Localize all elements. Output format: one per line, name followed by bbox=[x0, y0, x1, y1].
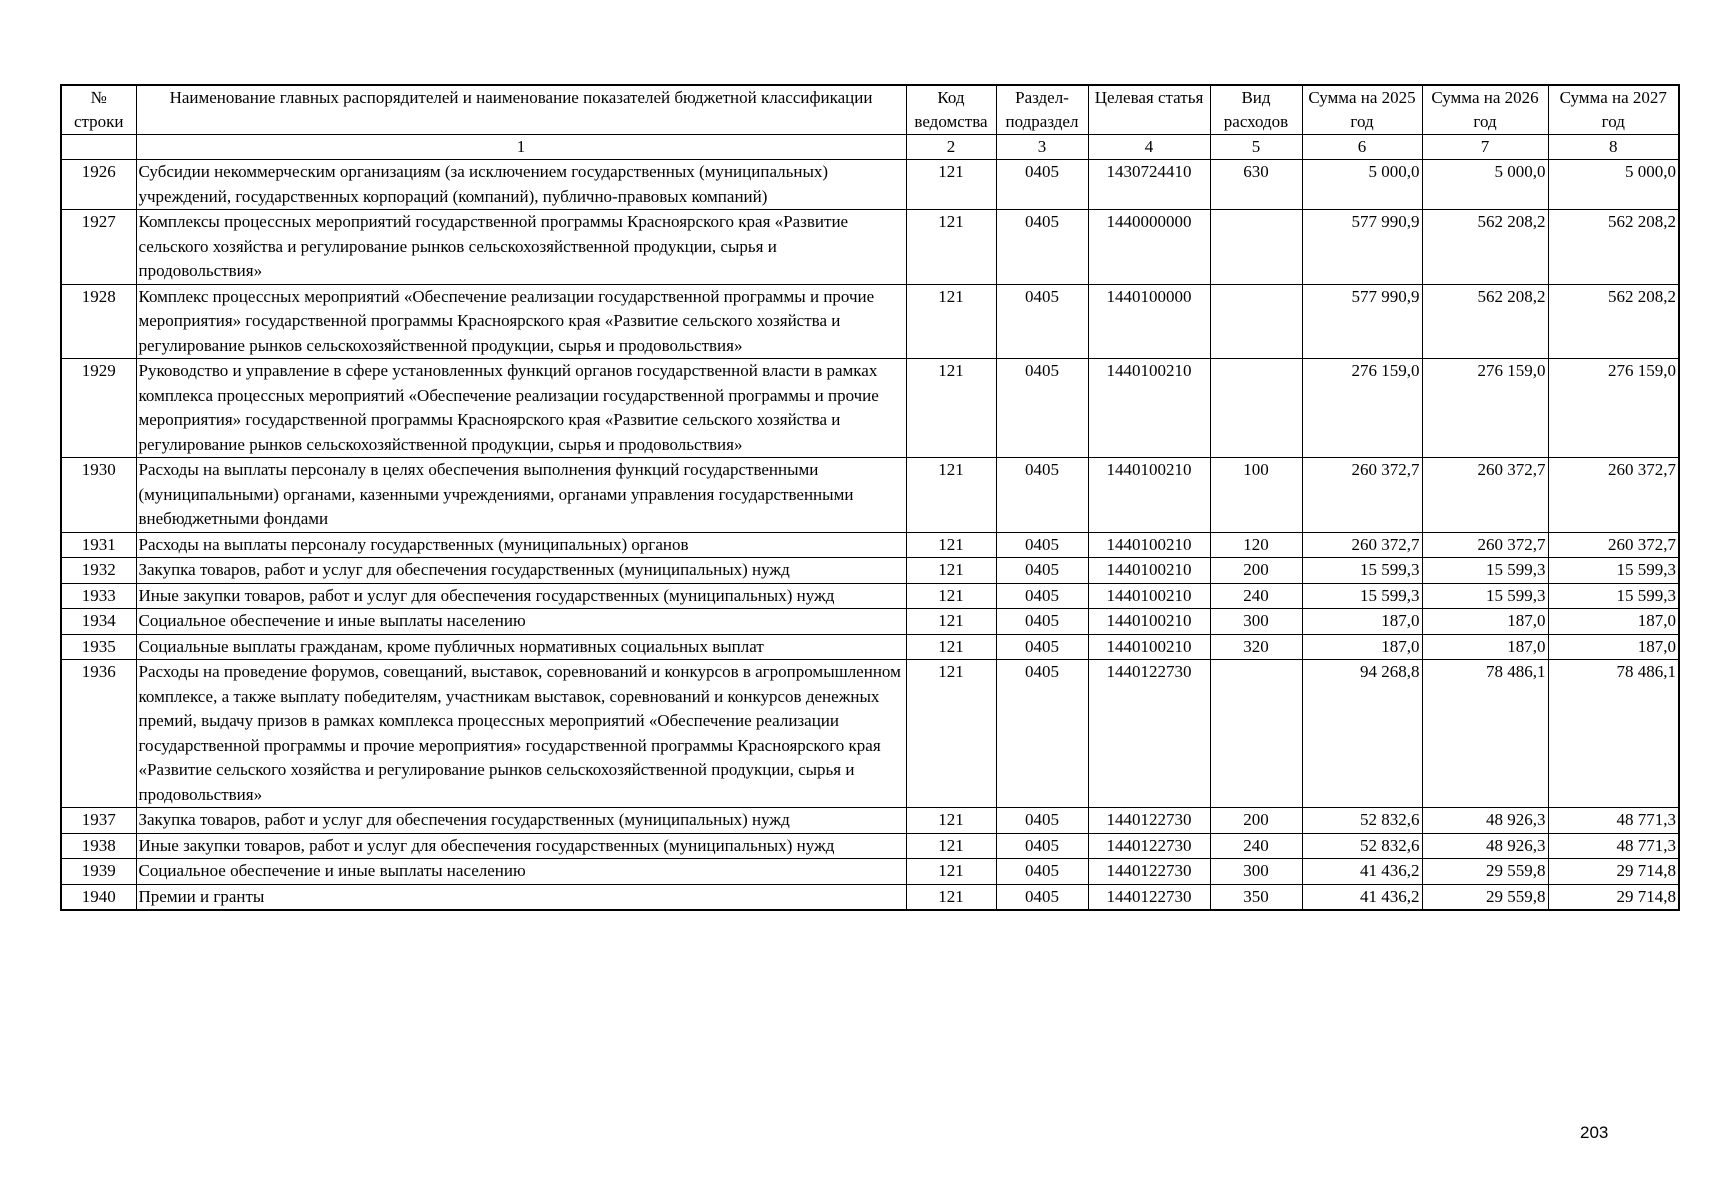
dept-code-cell: 121 bbox=[906, 808, 996, 834]
row-number-cell: 1926 bbox=[61, 160, 136, 210]
dept-code-cell: 121 bbox=[906, 284, 996, 359]
row-number-cell: 1940 bbox=[61, 884, 136, 910]
sum-2026-cell: 15 599,3 bbox=[1422, 558, 1548, 584]
sum-2025-cell: 15 599,3 bbox=[1302, 583, 1422, 609]
column-number bbox=[61, 135, 136, 160]
sum-2026-cell: 562 208,2 bbox=[1422, 210, 1548, 285]
dept-code-cell: 121 bbox=[906, 660, 996, 808]
section-cell: 0405 bbox=[996, 210, 1088, 285]
target-article-cell: 1440100000 bbox=[1088, 284, 1210, 359]
expense-type-cell: 240 bbox=[1210, 583, 1302, 609]
target-article-cell: 1430724410 bbox=[1088, 160, 1210, 210]
section-cell: 0405 bbox=[996, 558, 1088, 584]
dept-code-cell: 121 bbox=[906, 210, 996, 285]
sum-2026-cell: 29 559,8 bbox=[1422, 884, 1548, 910]
page-number: 203 bbox=[1580, 1123, 1609, 1142]
expense-type-cell bbox=[1210, 284, 1302, 359]
sum-2027-cell: 5 000,0 bbox=[1548, 160, 1679, 210]
section-cell: 0405 bbox=[996, 583, 1088, 609]
section-cell: 0405 bbox=[996, 833, 1088, 859]
sum-2026-cell: 276 159,0 bbox=[1422, 359, 1548, 458]
sum-2027-cell: 15 599,3 bbox=[1548, 583, 1679, 609]
row-number-cell: 1934 bbox=[61, 609, 136, 635]
row-number-cell: 1938 bbox=[61, 833, 136, 859]
dept-code-cell: 121 bbox=[906, 884, 996, 910]
row-name-cell: Расходы на проведение форумов, совещаний, выставок, соревнований и конкурсов в агропромышленном комплексе, а также выплату победителям, участникам выставок, соревнований и конкурсов денежных премий, выдачу призов в рамках комплекса процессных мероприятий «Обеспечение реализации государственной программы и прочие мероприятия» государственной программы Красноярского края «Развитие сельского хозяйства и регулирование рынков сельскохозяйственной продукции, сырья и продовольствия» bbox=[136, 660, 906, 808]
sum-2027-cell: 276 159,0 bbox=[1548, 359, 1679, 458]
row-name-cell: Премии и гранты bbox=[136, 884, 906, 910]
column-number: 4 bbox=[1088, 135, 1210, 160]
table-row bbox=[61, 558, 1679, 584]
row-name-cell: Закупка товаров, работ и услуг для обеспечения государственных (муниципальных) нужд bbox=[136, 808, 906, 834]
expense-type-cell bbox=[1210, 660, 1302, 808]
column-number: 7 bbox=[1422, 135, 1548, 160]
header-sum-2027: Сумма на 2027 год bbox=[1548, 85, 1679, 135]
section-cell: 0405 bbox=[996, 634, 1088, 660]
row-number-cell: 1937 bbox=[61, 808, 136, 834]
row-number-cell: 1936 bbox=[61, 660, 136, 808]
row-name-cell: Комплексы процессных мероприятий государственной программы Красноярского края «Развитие сельского хозяйства и регулирование рынков сельскохозяйственной продукции, сырья и продовольствия» bbox=[136, 210, 906, 285]
header-expense-type: Вид расходов bbox=[1210, 85, 1302, 135]
sum-2027-cell: 78 486,1 bbox=[1548, 660, 1679, 808]
sum-2027-cell: 562 208,2 bbox=[1548, 210, 1679, 285]
table-row bbox=[61, 284, 1679, 359]
row-number-cell: 1931 bbox=[61, 532, 136, 558]
sum-2026-cell: 187,0 bbox=[1422, 634, 1548, 660]
target-article-cell: 1440122730 bbox=[1088, 833, 1210, 859]
header-row-no: № строки bbox=[61, 85, 136, 135]
table-row bbox=[61, 609, 1679, 635]
target-article-cell: 1440100210 bbox=[1088, 609, 1210, 635]
section-cell: 0405 bbox=[996, 284, 1088, 359]
row-name-cell: Расходы на выплаты персоналу в целях обеспечения выполнения функций государственными (муниципальными) органами, казенными учреждениями, органами управления государственными внебюджетными фондами bbox=[136, 458, 906, 533]
sum-2027-cell: 187,0 bbox=[1548, 609, 1679, 635]
table-row bbox=[61, 884, 1679, 910]
table-row bbox=[61, 660, 1679, 808]
target-article-cell: 1440100210 bbox=[1088, 558, 1210, 584]
sum-2025-cell: 41 436,2 bbox=[1302, 859, 1422, 885]
column-number: 5 bbox=[1210, 135, 1302, 160]
column-number: 2 bbox=[906, 135, 996, 160]
target-article-cell: 1440122730 bbox=[1088, 884, 1210, 910]
table-row bbox=[61, 808, 1679, 834]
sum-2027-cell: 562 208,2 bbox=[1548, 284, 1679, 359]
sum-2026-cell: 260 372,7 bbox=[1422, 532, 1548, 558]
section-cell: 0405 bbox=[996, 609, 1088, 635]
row-number-cell: 1939 bbox=[61, 859, 136, 885]
expense-type-cell: 300 bbox=[1210, 859, 1302, 885]
target-article-cell: 1440100210 bbox=[1088, 458, 1210, 533]
sum-2025-cell: 41 436,2 bbox=[1302, 884, 1422, 910]
dept-code-cell: 121 bbox=[906, 558, 996, 584]
target-article-cell: 1440000000 bbox=[1088, 210, 1210, 285]
row-name-cell: Закупка товаров, работ и услуг для обеспечения государственных (муниципальных) нужд bbox=[136, 558, 906, 584]
sum-2025-cell: 260 372,7 bbox=[1302, 458, 1422, 533]
dept-code-cell: 121 bbox=[906, 583, 996, 609]
dept-code-cell: 121 bbox=[906, 160, 996, 210]
target-article-cell: 1440100210 bbox=[1088, 583, 1210, 609]
dept-code-cell: 121 bbox=[906, 859, 996, 885]
sum-2026-cell: 260 372,7 bbox=[1422, 458, 1548, 533]
table-row bbox=[61, 210, 1679, 285]
expense-type-cell: 300 bbox=[1210, 609, 1302, 635]
sum-2027-cell: 29 714,8 bbox=[1548, 859, 1679, 885]
column-number: 1 bbox=[136, 135, 906, 160]
table-row bbox=[61, 859, 1679, 885]
sum-2025-cell: 260 372,7 bbox=[1302, 532, 1422, 558]
dept-code-cell: 121 bbox=[906, 532, 996, 558]
sum-2025-cell: 276 159,0 bbox=[1302, 359, 1422, 458]
target-article-cell: 1440100210 bbox=[1088, 532, 1210, 558]
dept-code-cell: 121 bbox=[906, 833, 996, 859]
sum-2025-cell: 52 832,6 bbox=[1302, 833, 1422, 859]
table-row bbox=[61, 359, 1679, 458]
table-body bbox=[61, 160, 1679, 911]
section-cell: 0405 bbox=[996, 359, 1088, 458]
section-cell: 0405 bbox=[996, 160, 1088, 210]
row-number-cell: 1930 bbox=[61, 458, 136, 533]
section-cell: 0405 bbox=[996, 808, 1088, 834]
expense-type-cell: 320 bbox=[1210, 634, 1302, 660]
expense-type-cell: 120 bbox=[1210, 532, 1302, 558]
expense-type-cell bbox=[1210, 359, 1302, 458]
target-article-cell: 1440100210 bbox=[1088, 359, 1210, 458]
section-cell: 0405 bbox=[996, 532, 1088, 558]
sum-2027-cell: 29 714,8 bbox=[1548, 884, 1679, 910]
row-number-cell: 1929 bbox=[61, 359, 136, 458]
sum-2027-cell: 260 372,7 bbox=[1548, 532, 1679, 558]
section-cell: 0405 bbox=[996, 884, 1088, 910]
sum-2026-cell: 562 208,2 bbox=[1422, 284, 1548, 359]
expense-type-cell: 200 bbox=[1210, 558, 1302, 584]
dept-code-cell: 121 bbox=[906, 634, 996, 660]
table-row bbox=[61, 634, 1679, 660]
header-target: Целевая статья bbox=[1088, 85, 1210, 135]
expense-type-cell: 240 bbox=[1210, 833, 1302, 859]
dept-code-cell: 121 bbox=[906, 359, 996, 458]
sum-2026-cell: 5 000,0 bbox=[1422, 160, 1548, 210]
sum-2025-cell: 52 832,6 bbox=[1302, 808, 1422, 834]
dept-code-cell: 121 bbox=[906, 609, 996, 635]
table-row bbox=[61, 458, 1679, 533]
row-name-cell: Социальное обеспечение и иные выплаты населению bbox=[136, 609, 906, 635]
sum-2027-cell: 187,0 bbox=[1548, 634, 1679, 660]
row-name-cell: Субсидии некоммерческим организациям (за исключением государственных (муниципальных) учреждений, государственных корпораций (компаний), публично-правовых компаний) bbox=[136, 160, 906, 210]
sum-2025-cell: 187,0 bbox=[1302, 609, 1422, 635]
expense-type-cell bbox=[1210, 210, 1302, 285]
sum-2027-cell: 15 599,3 bbox=[1548, 558, 1679, 584]
header-dept-code: Код ведомства bbox=[906, 85, 996, 135]
row-name-cell: Социальные выплаты гражданам, кроме публичных нормативных социальных выплат bbox=[136, 634, 906, 660]
table-row bbox=[61, 532, 1679, 558]
row-name-cell: Социальное обеспечение и иные выплаты населению bbox=[136, 859, 906, 885]
sum-2026-cell: 15 599,3 bbox=[1422, 583, 1548, 609]
row-number-cell: 1932 bbox=[61, 558, 136, 584]
target-article-cell: 1440122730 bbox=[1088, 808, 1210, 834]
row-number-cell: 1933 bbox=[61, 583, 136, 609]
row-number-cell: 1927 bbox=[61, 210, 136, 285]
dept-code-cell: 121 bbox=[906, 458, 996, 533]
sum-2025-cell: 187,0 bbox=[1302, 634, 1422, 660]
sum-2026-cell: 29 559,8 bbox=[1422, 859, 1548, 885]
sum-2025-cell: 577 990,9 bbox=[1302, 284, 1422, 359]
sum-2025-cell: 577 990,9 bbox=[1302, 210, 1422, 285]
expense-type-cell: 100 bbox=[1210, 458, 1302, 533]
header-section: Раздел-подраздел bbox=[996, 85, 1088, 135]
header-sum-2026: Сумма на 2026 год bbox=[1422, 85, 1548, 135]
table-row bbox=[61, 583, 1679, 609]
section-cell: 0405 bbox=[996, 660, 1088, 808]
header-sum-2025: Сумма на 2025 год bbox=[1302, 85, 1422, 135]
row-name-cell: Иные закупки товаров, работ и услуг для обеспечения государственных (муниципальных) нужд bbox=[136, 833, 906, 859]
expense-type-cell: 200 bbox=[1210, 808, 1302, 834]
target-article-cell: 1440100210 bbox=[1088, 634, 1210, 660]
column-number: 8 bbox=[1548, 135, 1679, 160]
column-number: 3 bbox=[996, 135, 1088, 160]
table-row bbox=[61, 833, 1679, 859]
section-cell: 0405 bbox=[996, 458, 1088, 533]
row-number-cell: 1935 bbox=[61, 634, 136, 660]
sum-2026-cell: 187,0 bbox=[1422, 609, 1548, 635]
sum-2027-cell: 48 771,3 bbox=[1548, 808, 1679, 834]
header-name: Наименование главных распорядителей и наименование показателей бюджетной классификации bbox=[136, 85, 906, 135]
sum-2027-cell: 260 372,7 bbox=[1548, 458, 1679, 533]
budget-table bbox=[60, 84, 1680, 911]
sum-2025-cell: 5 000,0 bbox=[1302, 160, 1422, 210]
column-number: 6 bbox=[1302, 135, 1422, 160]
row-name-cell: Руководство и управление в сфере установленных функций органов государственной власти в рамках комплекса процессных мероприятий «Обеспечение реализации государственной программы и прочие мероприятия» государственной программы Красноярского края «Развитие сельского хозяйства и регулирование рынков сельскохозяйственной продукции, сырья и продовольствия» bbox=[136, 359, 906, 458]
table-header-row bbox=[61, 85, 1679, 135]
target-article-cell: 1440122730 bbox=[1088, 859, 1210, 885]
sum-2026-cell: 48 926,3 bbox=[1422, 833, 1548, 859]
expense-type-cell: 630 bbox=[1210, 160, 1302, 210]
row-name-cell: Комплекс процессных мероприятий «Обеспечение реализации государственной программы и прочие мероприятия» государственной программы Красноярского края «Развитие сельского хозяйства и регулирование рынков сельскохозяйственной продукции, сырья и продовольствия» bbox=[136, 284, 906, 359]
table-row bbox=[61, 160, 1679, 210]
row-name-cell: Иные закупки товаров, работ и услуг для обеспечения государственных (муниципальных) нужд bbox=[136, 583, 906, 609]
row-number-cell: 1928 bbox=[61, 284, 136, 359]
sum-2027-cell: 48 771,3 bbox=[1548, 833, 1679, 859]
section-cell: 0405 bbox=[996, 859, 1088, 885]
column-numbers-row bbox=[61, 135, 1679, 160]
target-article-cell: 1440122730 bbox=[1088, 660, 1210, 808]
sum-2026-cell: 78 486,1 bbox=[1422, 660, 1548, 808]
sum-2025-cell: 15 599,3 bbox=[1302, 558, 1422, 584]
sum-2026-cell: 48 926,3 bbox=[1422, 808, 1548, 834]
row-name-cell: Расходы на выплаты персоналу государственных (муниципальных) органов bbox=[136, 532, 906, 558]
expense-type-cell: 350 bbox=[1210, 884, 1302, 910]
sum-2025-cell: 94 268,8 bbox=[1302, 660, 1422, 808]
